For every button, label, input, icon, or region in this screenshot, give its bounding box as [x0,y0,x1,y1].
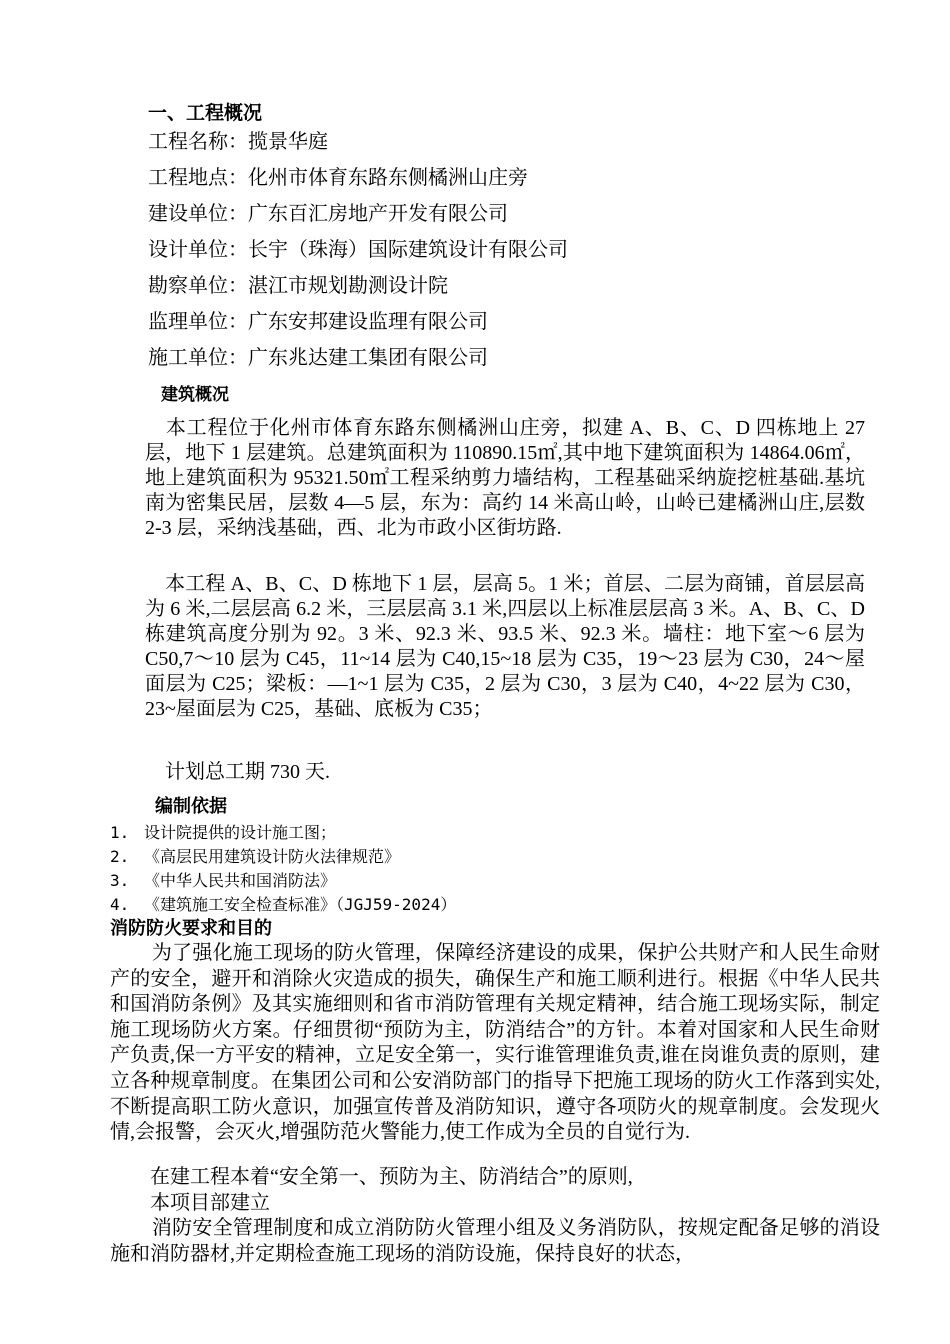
basis-list-item [110,822,336,844]
list-number: 1. [110,823,130,842]
fire-paragraph-1: 为了强化施工现场的防火管理，保障经济建设的成果，保护公共财产和人民生命财产的安全，避开和消除火灾造成的损失，确保生产和施工顺利进行。根据《中华人民共和国消防条例》及其实施细则和省市消防管理有关规定精神，结合施工现场实际，制定施工现场防火方案。仔细贯彻“预防为主，防消结合”的方针。本着对国家和人民生命财产负责,保一方平安的精神，立足安全第一，实行谁管理谁负责,谁在岗谁负责的原则，建立各种规章制度。在集团公司和公安消防部门的指导下把施工现场的防火工作落到实处,不断提高职工防火意识，加强宣传普及消防知识，遵守各项防火的规章制度。会发现火情,会报警，会灭火,增强防范火警能力,使工作成为全员的自觉行为. [110,942,881,1144]
info-row-location [148,164,528,192]
basis-list-item [110,846,400,868]
section-heading-overview: 一、工程概况 [148,102,263,124]
info-value: 长宇（珠海）国际建筑设计有限公司 [248,239,568,261]
info-value: 广东兆达建工集团有限公司 [248,347,488,369]
info-label: 设计单位： [148,239,248,261]
section-heading-fire: 消防防火要求和目的 [110,918,272,939]
info-row-project-name [148,128,328,156]
list-text: 设计院提供的设计施工图； [144,823,337,842]
list-text: 《中华人民共和国消防法》 [144,871,337,890]
info-value: 湛江市规划勘测设计院 [248,275,448,297]
fire-paragraph-2: 在建工程本着“安全第一、预防为主、防消结合”的原则, [110,1166,633,1188]
basis-list-item [110,870,336,892]
building-paragraph-3: 计划总工期 730 天. [145,761,330,783]
info-row-developer [148,200,508,228]
info-value: 化州市体育东路东侧橘洲山庄旁 [248,167,528,189]
info-value: 广东安邦建设监理有限公司 [248,311,488,333]
info-value: 广东百汇房地产开发有限公司 [248,203,508,225]
building-paragraph-2: 本工程 A、B、C、D 栋地下 1 层，层高 5。1 米；首层、二层为商铺，首层层高为 6 米,二层层高 6.2 米，三层层高 3.1 米,四层以上标准层层高 3 米。A、B、C、D 栋建筑高度分别为 92。3 米、92.3 米、93.5 米、92.3 米。墙柱：地下室～6 层为 C50,7～10 层为 C45，11~14 层为 C40,15~18 层为 C35，19～23 层为 C30，24～屋面层为 C25；梁板：—1~1 层为 C35，2 层为 C30，3 层为 C40，4~22 层为 C30，23~屋面层为 C25，基础、底板为 C35； [145,573,865,720]
info-label: 勘察单位： [148,275,248,297]
list-text: 《高层民用建筑设计防火法律规范》 [144,847,401,866]
list-number: 4. [110,895,130,914]
fire-paragraph-4: 消防安全管理制度和成立消防防火管理小组及义务消防队，按规定配备足够的消设施和消防器材,并定期检查施工现场的消防设施，保持良好的状态， [110,1217,881,1265]
info-label: 建设单位： [148,203,248,225]
info-label: 工程名称： [148,131,248,153]
fire-paragraph-3: 本项目部建立 [110,1192,270,1214]
info-row-surveyor [148,272,448,300]
list-text: 《建筑施工安全检查标准》（JGJ59-2024） [144,895,457,914]
info-label: 监理单位： [148,311,248,333]
building-paragraph-1: 本工程位于化州市体育东路东侧橘洲山庄旁，拟建 A、B、C、D 四栋地上 27 层，地下 1 层建筑。总建筑面积为 110890.15㎡,其中地下建筑面积为 14864.06㎡，地上建筑面积为 95321.50㎡工程采纳剪力墙结构，工程基础采纳旋挖桩基础.基坑南为密集民居，层数 4—5 层，东为：高约 14 米高山岭，山岭已建橘洲山庄,层数 2-3 层，采纳浅基础，西、北为市政小区街坊路. [145,417,865,539]
info-row-supervisor [148,308,488,336]
basis-list-item [110,894,456,916]
info-label: 工程地点： [148,167,248,189]
section-heading-building: 建筑概况 [161,385,229,405]
list-number: 3. [110,871,130,890]
info-label: 施工单位： [148,347,248,369]
info-row-designer [148,236,568,264]
section-heading-basis: 编制依据 [155,796,227,817]
info-value: 揽景华庭 [248,131,328,153]
list-number: 2. [110,847,130,866]
info-row-contractor [148,344,488,372]
